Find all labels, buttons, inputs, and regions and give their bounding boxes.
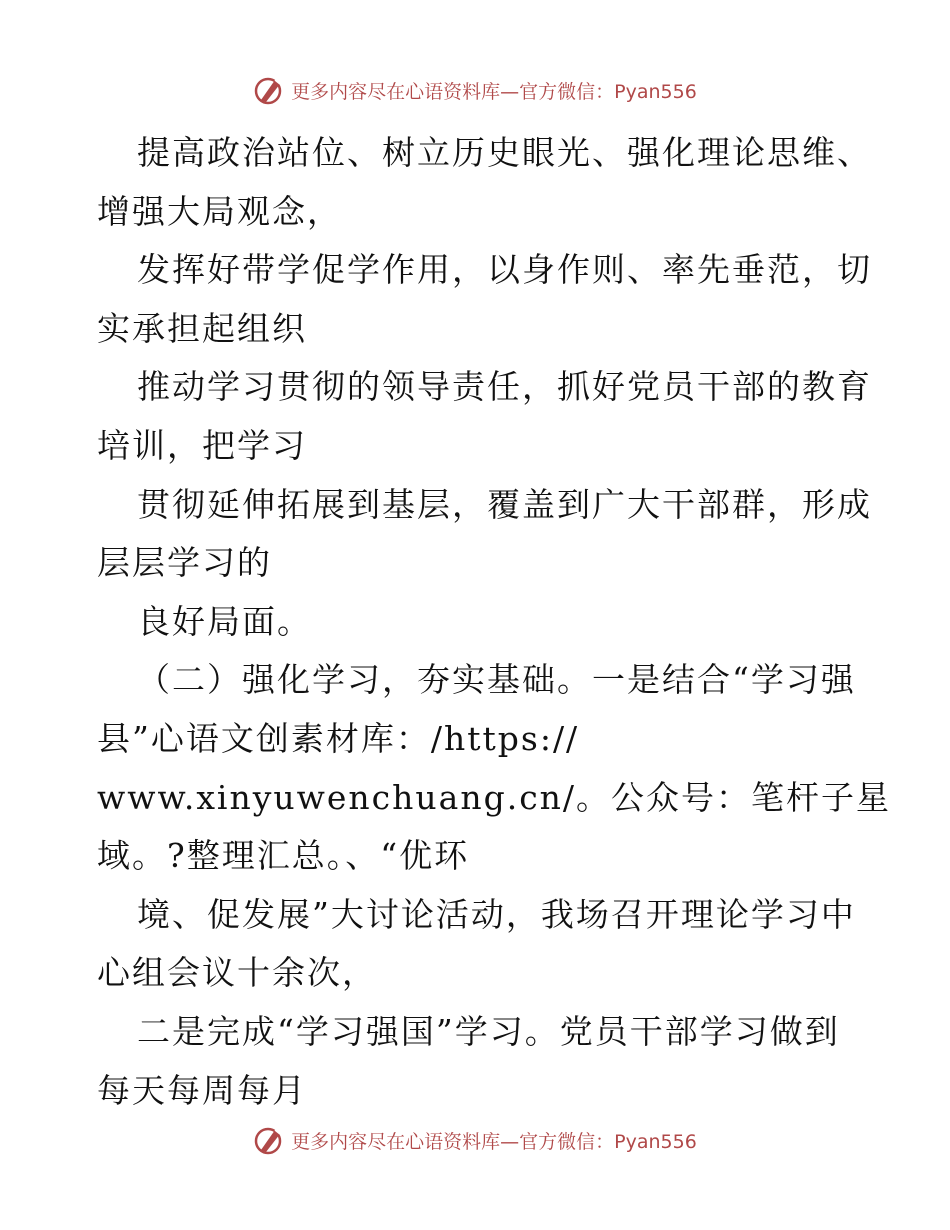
text-line: 域。?整理汇总。、“优环 bbox=[97, 836, 470, 876]
text-line: （二）强化学习，夯实基础。一是结合“学习强 bbox=[137, 660, 856, 700]
text-line: 良好局面。 bbox=[137, 601, 312, 641]
text-line: 提高政治站位、树立历史眼光、强化理论思维、 bbox=[137, 133, 872, 172]
text-line: 每天每周每月 bbox=[97, 1070, 307, 1110]
text-line: www.xinyuwenchuang.cn/。公众号：笔杆子星 bbox=[97, 777, 892, 817]
header-banner-text: 更多内容尽在心语资料库—官方微信：Pyan556 bbox=[291, 80, 697, 103]
text-line: 实承担起组织 bbox=[97, 308, 307, 348]
text-line: 境、促发展”大讨论活动，我场召开理论学习中 bbox=[137, 894, 856, 934]
text-line: 培训，把学习 bbox=[97, 425, 307, 465]
document-body bbox=[97, 124, 892, 1120]
pen-nib-circle-icon bbox=[253, 74, 285, 106]
text-line: 心组会议十余次， bbox=[97, 953, 377, 993]
header-banner bbox=[0, 70, 950, 110]
text-line: 县”心语文创素材库：/https:// bbox=[97, 718, 580, 758]
footer-banner bbox=[0, 1120, 950, 1160]
text-line: 发挥好带学促学作用，以身作则、率先垂范，切 bbox=[137, 250, 872, 290]
text-line: 贯彻延伸拓展到基层，覆盖到广大干部群，形成 bbox=[137, 484, 872, 524]
text-line: 增强大局观念， bbox=[97, 191, 342, 231]
text-line: 二是完成“学习强国”学习。党员干部学习做到 bbox=[137, 1011, 840, 1051]
footer-banner-text: 更多内容尽在心语资料库—官方微信：Pyan556 bbox=[291, 1130, 697, 1153]
text-line: 层层学习的 bbox=[97, 543, 272, 583]
pen-nib-circle-icon bbox=[253, 1124, 285, 1156]
text-line: 推动学习贯彻的领导责任，抓好党员干部的教育 bbox=[137, 367, 872, 407]
